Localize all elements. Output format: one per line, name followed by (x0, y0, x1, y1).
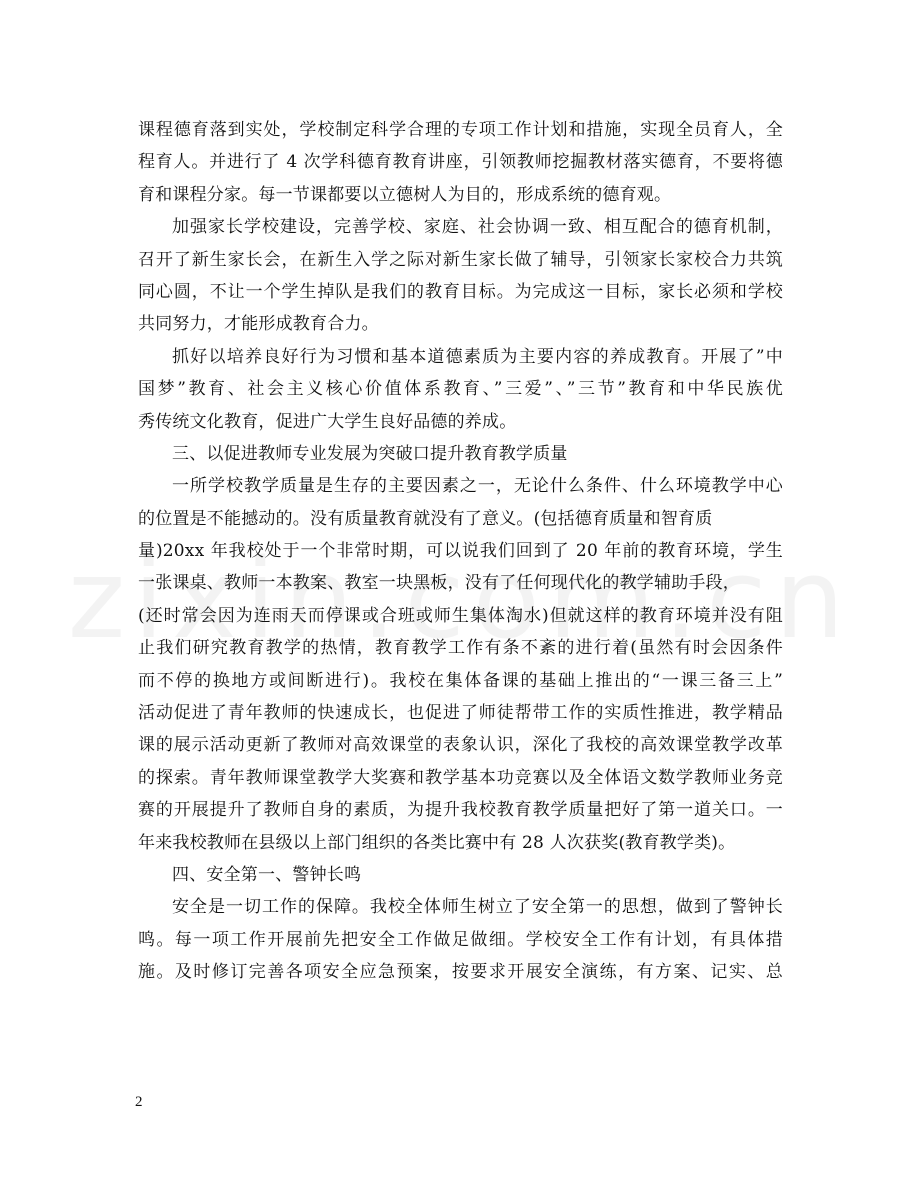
text-line: 四、安全第一、警钟长鸣 (172, 864, 362, 885)
text-line: 同心圆，不让一个学生掉队是我们的教育目标。为完成这一目标，家长必须和学校 (138, 281, 783, 302)
text-line: 的探索。青年教师课堂教学大奖赛和教学基本功竞赛以及全体语文数学教师业务竞 (138, 767, 783, 788)
text-line: 课程德育落到实处，学校制定科学合理的专项工作计划和措施，实现全员育人，全 (138, 120, 783, 140)
body-text (138, 114, 783, 989)
text-line: (还时常会因为连雨天而停课或合班或师生集体淘水)但就这样的教育环境并没有阻 (138, 605, 783, 626)
text-line: 安全是一切工作的保障。我校全体师生树立了安全第一的思想，做到了警钟长 (172, 897, 783, 918)
text-line: 秀传统文化教育，促进广大学生良好品德的养成。 (138, 411, 517, 432)
text-line: 一张课桌、教师一本教案、教室一块黑板，没有了任何现代化的教学辅助手段， (138, 573, 740, 594)
text-line: 的位置是不能撼动的。没有质量教育就没有了意义。(包括德育质量和智育质 (138, 508, 713, 529)
text-line: 鸣。每一项工作开展前先把安全工作做足做细。学校安全工作有计划，有具体措 (138, 929, 783, 950)
text-line: 召开了新生家长会，在新生入学之际对新生家长做了辅导，引领家长家校合力共筑 (138, 249, 783, 270)
text-line: 赛的开展提升了教师自身的素质，为提升我校教育教学质量把好了第一道关口。一 (138, 800, 783, 821)
text-line: 程育人。并进行了 4 次学科德育教育讲座，引领教师挖掘教材落实德育，不要将德 (138, 152, 783, 173)
text-line: 施。及时修订完善各项安全应急预案，按要求开展安全演练，有方案、记实、总 (138, 962, 783, 983)
text-line: 量)20xx 年我校处于一个非常时期，可以说我们回到了 20 年前的教育环境，学生 (138, 541, 783, 562)
text-line: 一所学校教学质量是生存的主要因素之一，无论什么条件、什么环境教学中心 (172, 476, 783, 497)
text-line: 止我们研究教育教学的热情，教育教学工作有条不紊的进行着(虽然有时会因条件 (138, 638, 783, 659)
text-line: 年来我校教师在县级以上部门组织的各类比赛中有 28 人次获奖(教育教学类)。 (138, 832, 736, 853)
text-line: 而不停的换地方或间断进行)。我校在集体备课的基础上推出的“一课三备三上” (138, 670, 783, 691)
text-line: 育和课程分家。每一节课都要以立德树人为目的，形成系统的德育观。 (138, 184, 672, 205)
text-line: 课的展示活动更新了教师对高效课堂的表象认识，深化了我校的高效课堂教学改革 (138, 735, 783, 756)
text-line: 抓好以培养良好行为习惯和基本道德素质为主要内容的养成教育。开展了”中 (172, 346, 783, 367)
text-line: 活动促进了青年教师的快速成长，也促进了师徒帮带工作的实质性推进，教学精品 (138, 703, 783, 724)
page-number: 2 (135, 1094, 143, 1110)
text-line: 共同努力，才能形成教育合力。 (138, 314, 379, 335)
text-line: 国梦”教育、社会主义核心价值体系教育、”三爱”、”三节”教育和中华民族优 (138, 379, 783, 400)
text-line: 三、以促进教师专业发展为突破口提升教育教学质量 (172, 443, 568, 464)
text-line: 加强家长学校建设，完善学校、家庭、社会协调一致、相互配合的德育机制， (172, 217, 783, 238)
